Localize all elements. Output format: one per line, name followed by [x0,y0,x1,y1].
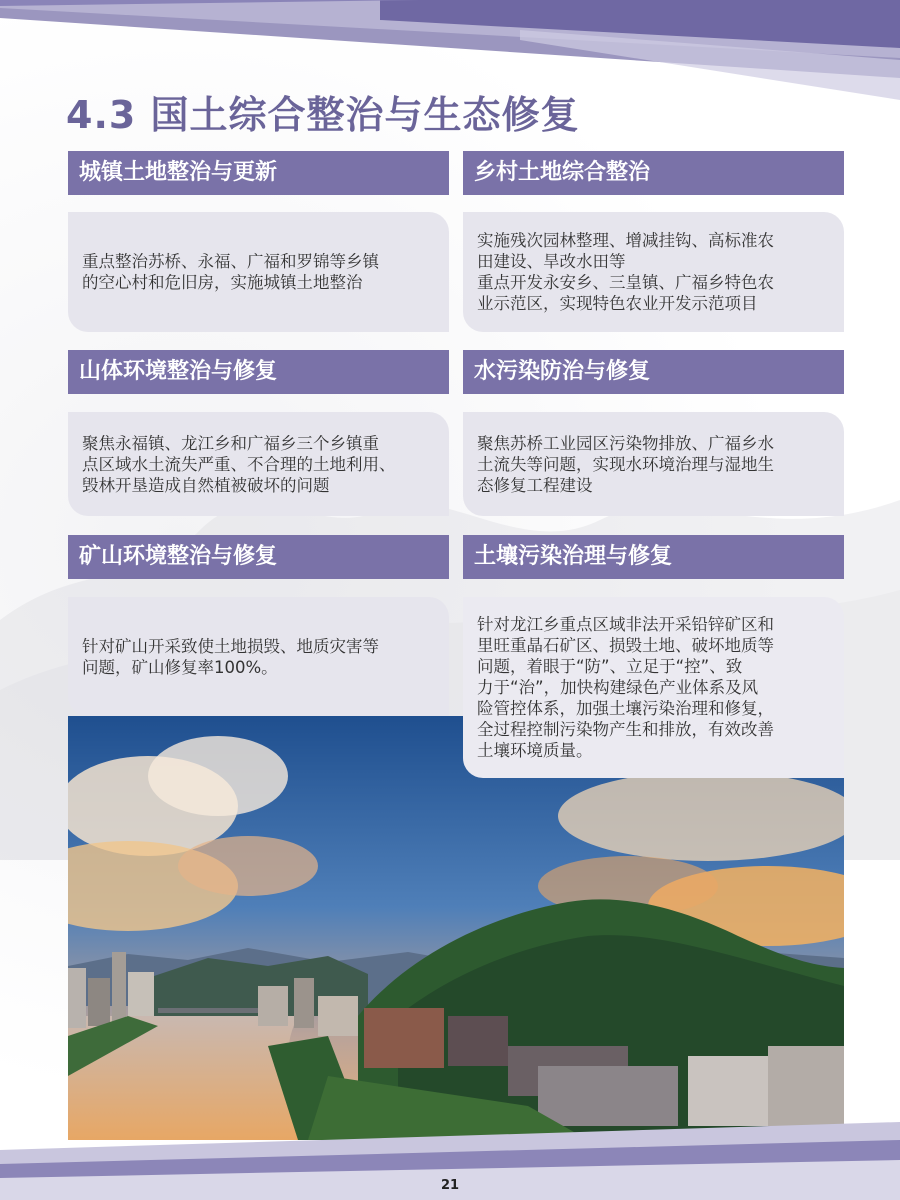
section-text-mountain: 聚焦永福镇、龙江乡和广福乡三个乡镇重 点区域水土流失严重、不合理的土地利用、 毁林开垦造成自然植被破坏的问题 [82,433,396,495]
section-body-soil [463,597,844,778]
page-title: 4.3 国土综合整治与生态修复 [66,93,580,137]
section-header-soil: 土壤污染治理与修复 [463,535,844,579]
section-body-urban-land [68,212,449,332]
section-header-water: 水污染防治与修复 [463,350,844,394]
section-text-mine: 针对矿山开采致使土地损毁、地质灾害等 问题，矿山修复率100%。 [82,636,379,677]
section-text-rural-land: 实施残次园林整理、增减挂钩、高标准农 田建设、旱改水田等 重点开发永安乡、三皇镇、广福乡特色农 业示范区，实现特色农业开发示范项目 [477,231,774,313]
landscape-photo [68,716,844,1140]
section-text-soil: 针对龙江乡重点区域非法开采铅锌矿区和 里旺重晶石矿区、损毁土地、破坏地质等 问题，着眼于“防”、立足于“控”、致 力于“治”，加快构建绿色产业体系及风 险管控体系，加强土壤污染治理和修复， 全过程控制污染物产生和排放，有效改善 土壤环境质量。 [477,615,774,760]
section-body-water [463,412,844,516]
section-header-rural-land: 乡村土地综合整治 [463,151,844,195]
section-body-mine [68,597,449,716]
section-body-rural-land [463,212,844,332]
section-header-mountain: 山体环境整治与修复 [68,350,449,394]
section-text-water: 聚焦苏桥工业园区污染物排放、广福乡水 土流失等问题，实现水环境治理与湿地生 态修复工程建设 [477,433,774,495]
section-header-urban-land: 城镇土地整治与更新 [68,151,449,195]
page-number: 21 [440,1178,460,1193]
section-body-mountain [68,412,449,516]
section-text-urban-land: 重点整治苏桥、永福、广福和罗锦等乡镇 的空心村和危旧房，实施城镇土地整治 [82,252,379,292]
section-header-mine: 矿山环境整治与修复 [68,535,449,579]
